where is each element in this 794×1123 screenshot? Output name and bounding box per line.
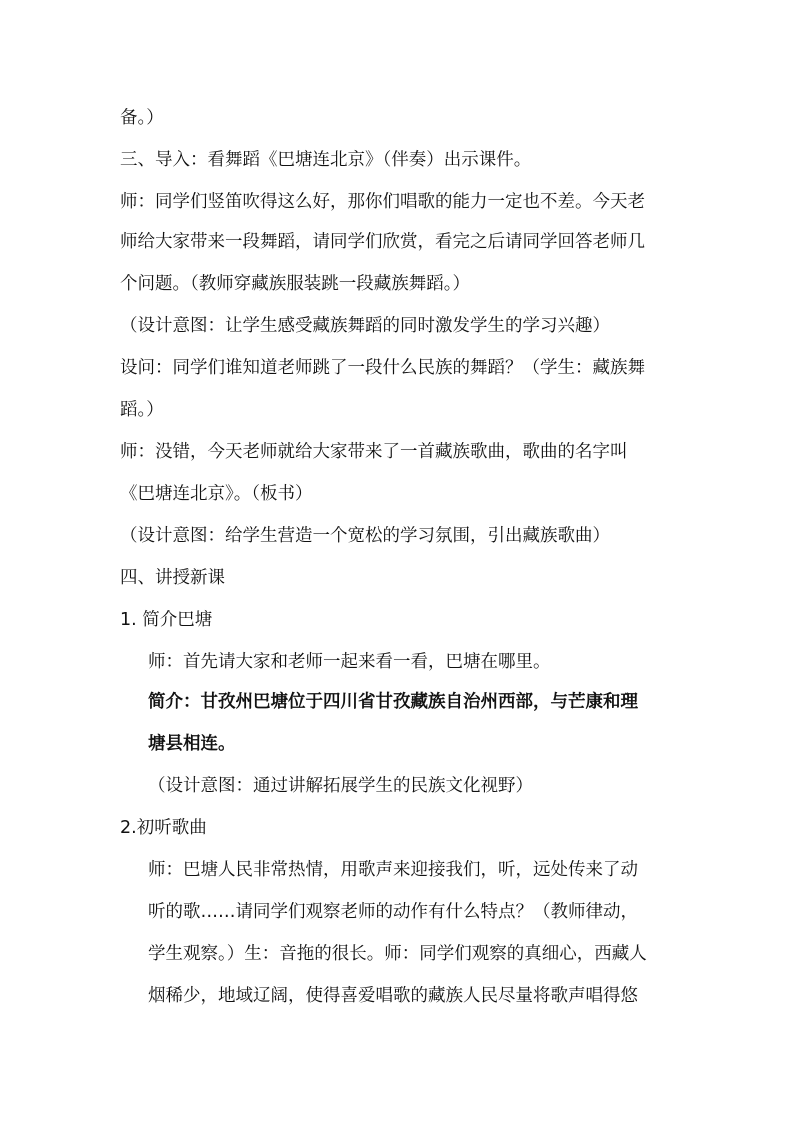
text-line: 备。） [120, 108, 164, 128]
text-line: 师：没错，今天老师就给大家带来了一首藏族歌曲，歌曲的名字叫 [120, 442, 628, 462]
text-line: 师：同学们竖笛吹得这么好，那你们唱歌的能力一定也不差。今天老 [120, 192, 645, 212]
text-line: 烟稀少，地域辽阔，使得喜爱唱歌的藏族人民尽量将歌声唱得悠 [148, 986, 638, 1006]
text-line: 师给大家带来一段舞蹈，请同学们欣赏，看完之后请同学回答老师几 [120, 232, 645, 252]
subsection-heading: 1. 简介巴塘 [120, 610, 213, 630]
text-line: 《巴塘连北京》。（板书） [120, 484, 313, 504]
section-heading: 三、导入：看舞蹈《巴塘连北京》（伴奏）出示课件。 [120, 150, 532, 170]
bold-intro-line: 简介：甘孜州巴塘位于四川省甘孜藏族自治州西部，与芒康和理 [148, 692, 638, 712]
section-heading: 四、讲授新课 [120, 568, 225, 588]
text-line: 个问题。（教师穿藏族服装跳一段藏族舞蹈。） [120, 274, 470, 294]
design-intent-note: （设计意图：给学生营造一个宽松的学习氛围，引出藏族歌曲） [120, 526, 610, 546]
text-line: 听的歌……请同学们观察老师的动作有什么特点？（教师律动， [148, 902, 638, 922]
text-line: 师：巴塘人民非常热情，用歌声来迎接我们，听，远处传来了动 [148, 860, 638, 880]
text-line: 学生观察。）生：音拖的很长。师：同学们观察的真细心，西藏人 [148, 944, 647, 964]
text-line: 师：首先请大家和老师一起来看一看，巴塘在哪里。 [148, 652, 551, 672]
subsection-heading: 2.初听歌曲 [120, 818, 207, 838]
text-line: 设问：同学们谁知道老师跳了一段什么民族的舞蹈？（学生：藏族舞 [120, 358, 645, 378]
text-line: 蹈。） [120, 400, 164, 420]
design-intent-note: （设计意图：通过讲解拓展学生的民族文化视野） [148, 776, 533, 796]
design-intent-note: （设计意图：让学生感受藏族舞蹈的同时激发学生的学习兴趣） [120, 316, 610, 336]
bold-intro-line: 塘县相连。 [148, 734, 236, 754]
